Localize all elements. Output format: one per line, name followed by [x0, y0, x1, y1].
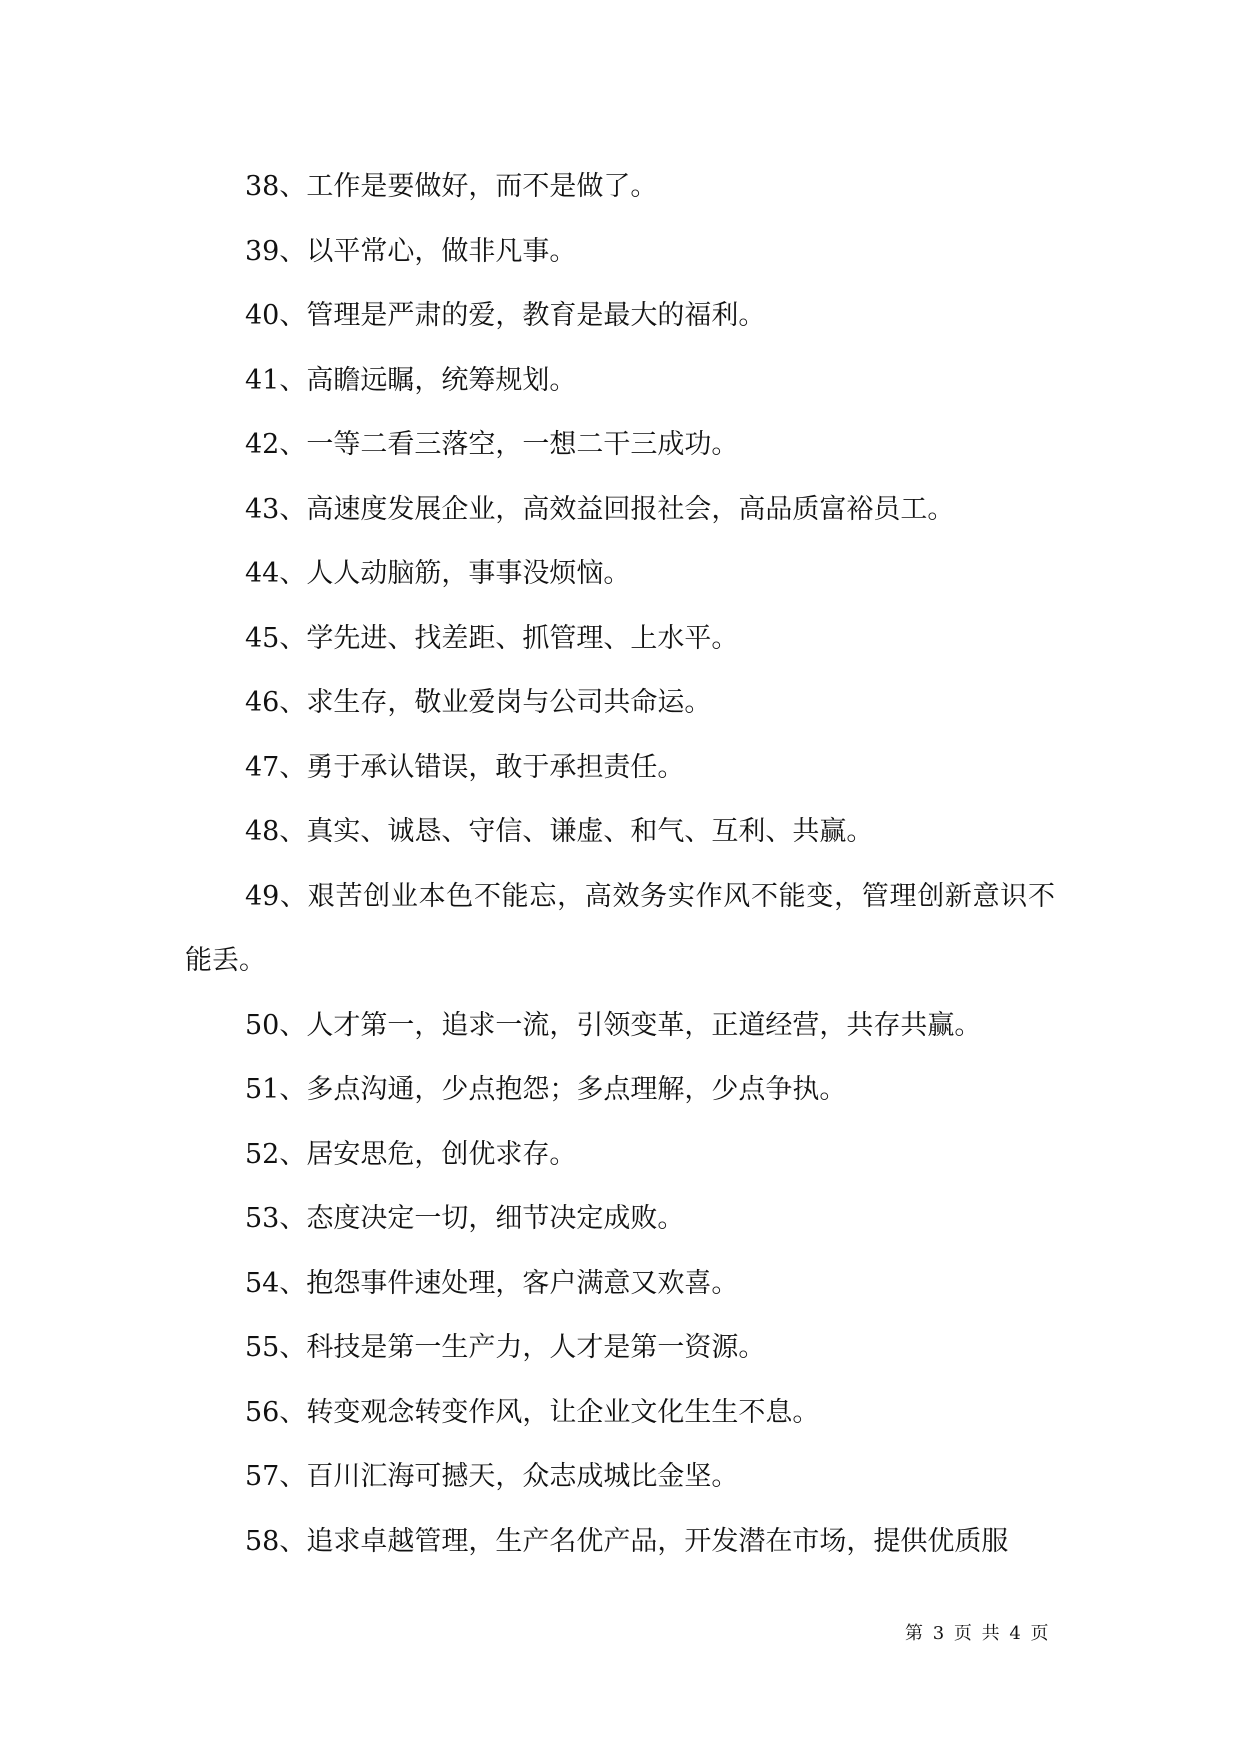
slogan-list — [185, 155, 1055, 1574]
list-item: 40、管理是严肃的爱，教育是最大的福利。 — [245, 300, 766, 331]
list-item: 52、居安思危，创优求存。 — [245, 1138, 577, 1170]
list-item: 47、勇于承认错误，敢于承担责任。 — [245, 751, 685, 783]
list-item: 53、态度决定一切，细节决定成败。 — [245, 1203, 685, 1234]
list-item: 49、艰苦创业本色不能忘，高效务实作风不能变，管理创新意识不能丢。 — [185, 880, 1055, 976]
list-item: 42、一等二看三落空，一想二干三成功。 — [245, 429, 739, 460]
list-item: 48、真实、诚恳、守信、谦虚、和气、互利、共赢。 — [245, 816, 874, 847]
list-item: 45、学先进、找差距、抓管理、上水平。 — [245, 622, 739, 654]
list-item: 51、多点沟通，少点抱怨；多点理解，少点争执。 — [245, 1074, 847, 1105]
list-item: 43、高速度发展企业，高效益回报社会，高品质富裕员工。 — [245, 493, 955, 525]
page-footer: 第 3 页 共 4 页 — [905, 1623, 1049, 1644]
list-item: 54、抱怨事件速处理，客户满意又欢喜。 — [245, 1267, 739, 1299]
list-item: 57、百川汇海可撼天，众志成城比金坚。 — [245, 1461, 739, 1492]
list-item: 44、人人动脑筋，事事没烦恼。 — [245, 558, 631, 589]
list-item: 38、工作是要做好，而不是做了。 — [245, 171, 658, 202]
list-item: 41、高瞻远瞩，统筹规划。 — [245, 364, 577, 396]
list-item: 55、科技是第一生产力，人才是第一资源。 — [245, 1332, 766, 1363]
list-item: 56、转变观念转变作风，让企业文化生生不息。 — [245, 1396, 820, 1428]
list-item: 46、求生存，敬业爱岗与公司共命运。 — [245, 687, 712, 718]
list-item: 39、以平常心，做非凡事。 — [245, 235, 577, 267]
list-item: 58、追求卓越管理，生产名优产品，开发潜在市场，提供优质服 — [245, 1525, 1009, 1557]
list-item: 50、人才第一，追求一流，引领变革，正道经营，共存共赢。 — [245, 1009, 982, 1041]
